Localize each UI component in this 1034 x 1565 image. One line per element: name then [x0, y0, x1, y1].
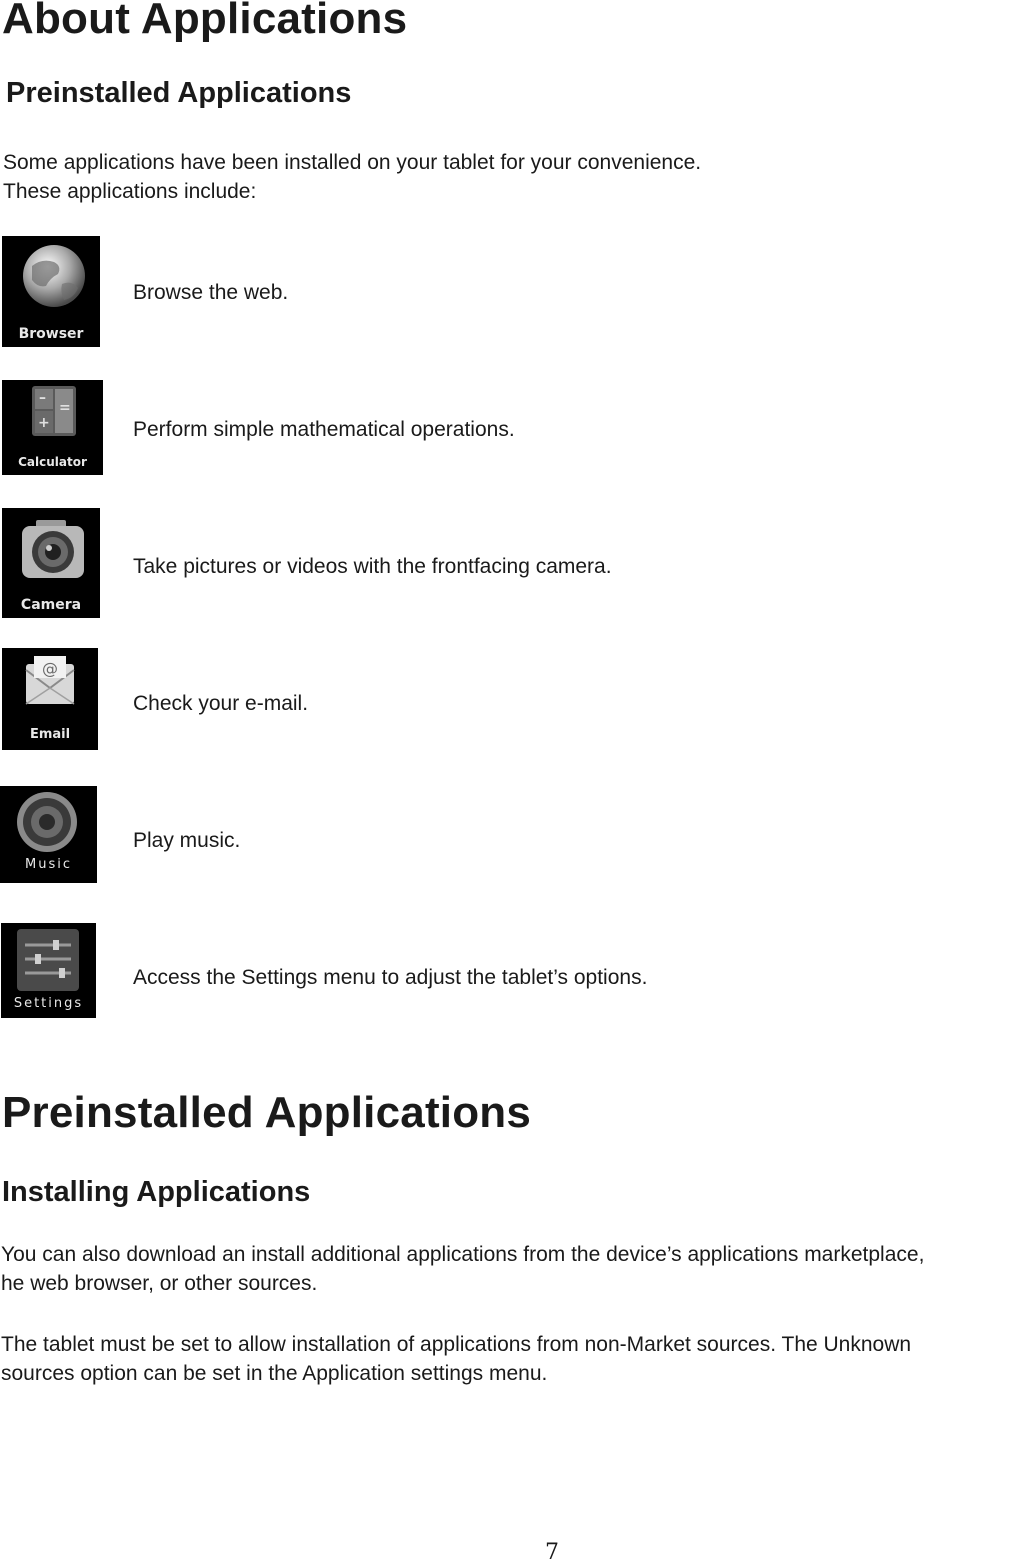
music-app-tile — [0, 786, 97, 883]
calculator-app-tile — [2, 380, 103, 475]
paragraph-2-line-2: sources option can be set in the Application settings menu. — [1, 1362, 548, 1385]
app-label: Calculator — [18, 455, 87, 469]
app-label: Browser — [18, 326, 84, 342]
app-description: Browse the web. — [133, 281, 289, 304]
app-label: Music — [25, 857, 72, 872]
app-description: Play music. — [133, 829, 241, 852]
page-title: About Applications — [2, 0, 408, 43]
section-title: Preinstalled Applications — [2, 1088, 532, 1137]
paragraph-1-line-2: he web browser, or other sources. — [1, 1272, 318, 1295]
svg-text:–: – — [39, 390, 46, 406]
app-label: Settings — [13, 996, 84, 1011]
app-description: Perform simple mathematical operations. — [133, 418, 515, 441]
svg-text:@: @ — [42, 659, 58, 678]
svg-text:=: = — [59, 400, 71, 416]
browser-app-tile — [2, 236, 100, 347]
app-description: Take pictures or videos with the frontfacing camera. — [133, 555, 612, 578]
intro-line-2: These applications include: — [3, 180, 257, 203]
app-label: Email — [29, 727, 71, 742]
intro-line-1: Some applications have been installed on your tablet for your convenience. — [3, 151, 702, 174]
svg-text:+: + — [38, 415, 50, 431]
section-subtitle: Preinstalled Applications — [6, 77, 352, 109]
email-app-tile — [2, 648, 98, 750]
app-description: Access the Settings menu to adjust the tablet’s options. — [133, 966, 648, 989]
paragraph-2-line-1: The tablet must be set to allow installation of applications from non-Market sources. The Unknown — [1, 1333, 912, 1356]
paragraph-1-line-1: You can also download an install additional applications from the device’s applications marketplace, — [1, 1243, 925, 1266]
settings-app-tile — [1, 923, 96, 1018]
page-number: 7 — [545, 1540, 559, 1565]
app-label: Camera — [20, 597, 82, 613]
camera-app-tile — [2, 508, 100, 618]
app-description: Check your e-mail. — [133, 692, 309, 715]
section-subtitle: Installing Applications — [2, 1176, 311, 1208]
